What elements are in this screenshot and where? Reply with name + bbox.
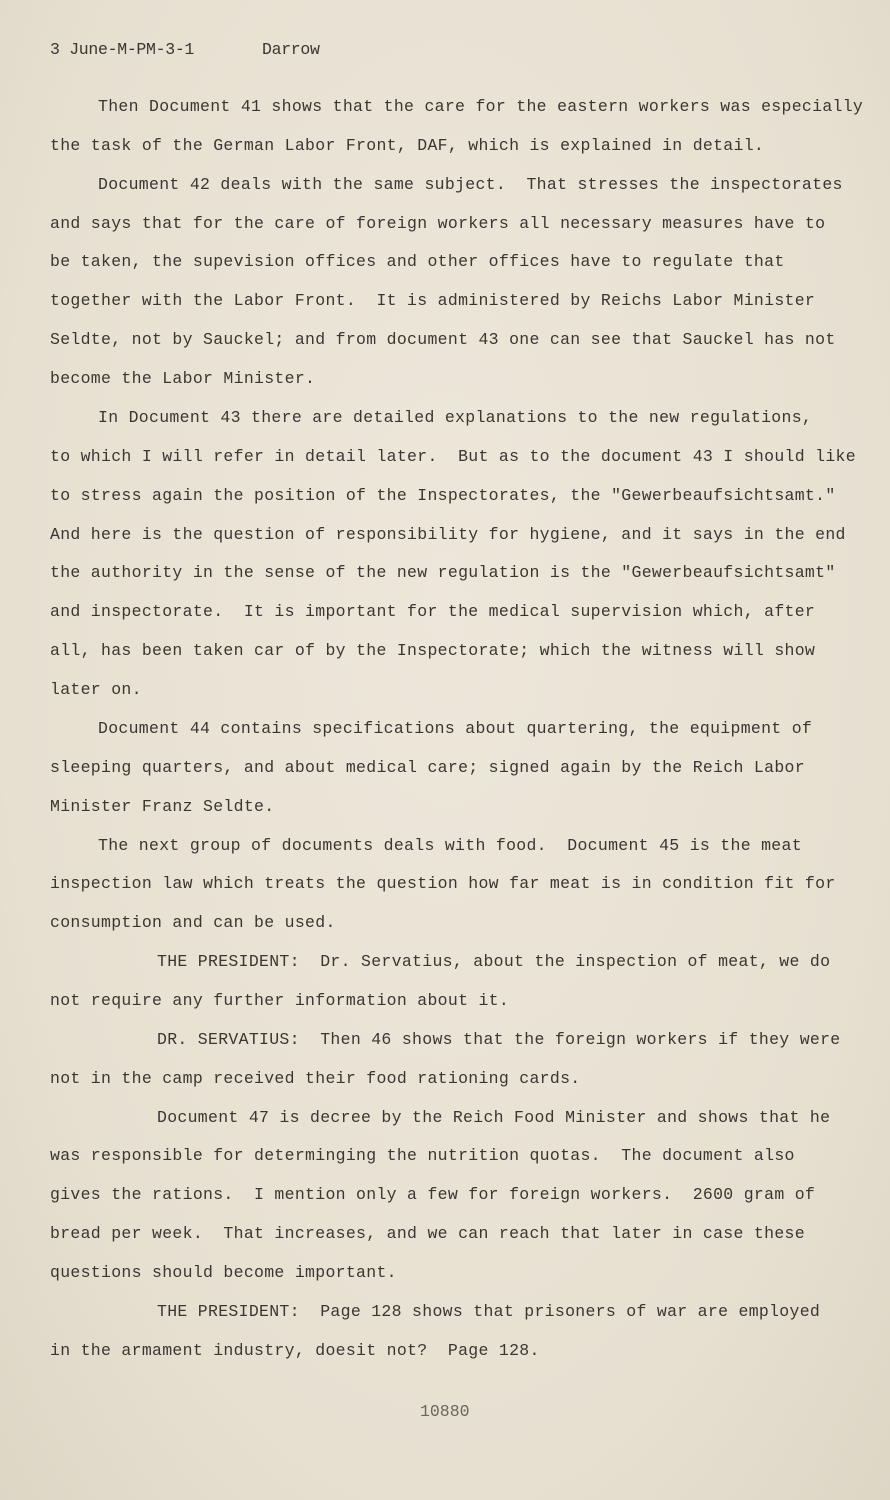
text-line: questions should become important. [50,1263,397,1283]
text-line: THE PRESIDENT: Page 128 shows that prisoners of war are employed [157,1301,821,1321]
text-line: inspection law which treats the question how far meat is in condition fit for [50,874,836,894]
page-identifier: 3 June-M-PM-3-1 [50,40,195,59]
text-line: Document 44 contains specifications about quartering, the equipment of [98,718,813,738]
text-line: the task of the German Labor Front, DAF, which is explained in detail. [50,135,765,155]
text-line: become the Labor Minister. [50,369,316,389]
text-line: together with the Labor Front. It is administered by Reichs Labor Minister [50,291,816,311]
text-line: In Document 43 there are detailed explanations to the new regulations, [98,407,813,427]
text-line: Seldte, not by Sauckel; and from document 43 one can see that Sauckel has not [50,330,836,350]
text-line: in the armament industry, doesit not? Page 128. [50,1340,540,1360]
text-line: consumption and can be used. [50,913,336,933]
text-line: sleeping quarters, and about medical care; signed again by the Reich Labor [50,757,805,777]
text-line: to which I will refer in detail later. But as to the document 43 I should like [50,446,856,466]
text-line: And here is the question of responsibility for hygiene, and it says in the end [50,524,846,544]
text-line: Then Document 41 shows that the care for the eastern workers was especially [98,97,864,116]
text-line: gives the rations. I mention only a few for foreign workers. 2600 gram of [50,1185,816,1205]
reporter-name: Darrow [262,40,320,59]
text-line: and says that for the care of foreign workers all necessary measures have to [50,213,826,233]
text-line: all, has been taken car of by the Inspectorate; which the witness will show [50,641,816,661]
text-line: THE PRESIDENT: Dr. Servatius, about the inspection of meat, we do [157,952,831,972]
text-line: Document 47 is decree by the Reich Food Minister and shows that he [157,1107,831,1127]
text-line: and inspectorate. It is important for the medical supervision which, after [50,602,816,622]
text-line: not in the camp received their food rationing cards. [50,1068,581,1088]
text-line: the authority in the sense of the new regulation is the "Gewerbeaufsichtsamt" [50,563,836,583]
text-line: bread per week. That increases, and we can reach that later in case these [50,1224,805,1244]
text-line: DR. SERVATIUS: Then 46 shows that the foreign workers if they were [157,1029,841,1049]
text-line: later on. [50,680,142,700]
text-line: was responsible for determinging the nutrition quotas. The document also [50,1146,795,1166]
text-line: be taken, the supevision offices and other offices have to regulate that [50,252,785,272]
text-line: The next group of documents deals with food. Document 45 is the meat [98,835,802,855]
text-line: Minister Franz Seldte. [50,796,275,816]
text-line: not require any further information about it. [50,991,510,1010]
text-line: Document 42 deals with the same subject. That stresses the inspectorates [98,174,843,194]
page-number: 10880 [420,1402,470,1421]
text-line: to stress again the position of the Inspectorates, the "Gewerbeaufsichtsamt." [50,485,836,505]
